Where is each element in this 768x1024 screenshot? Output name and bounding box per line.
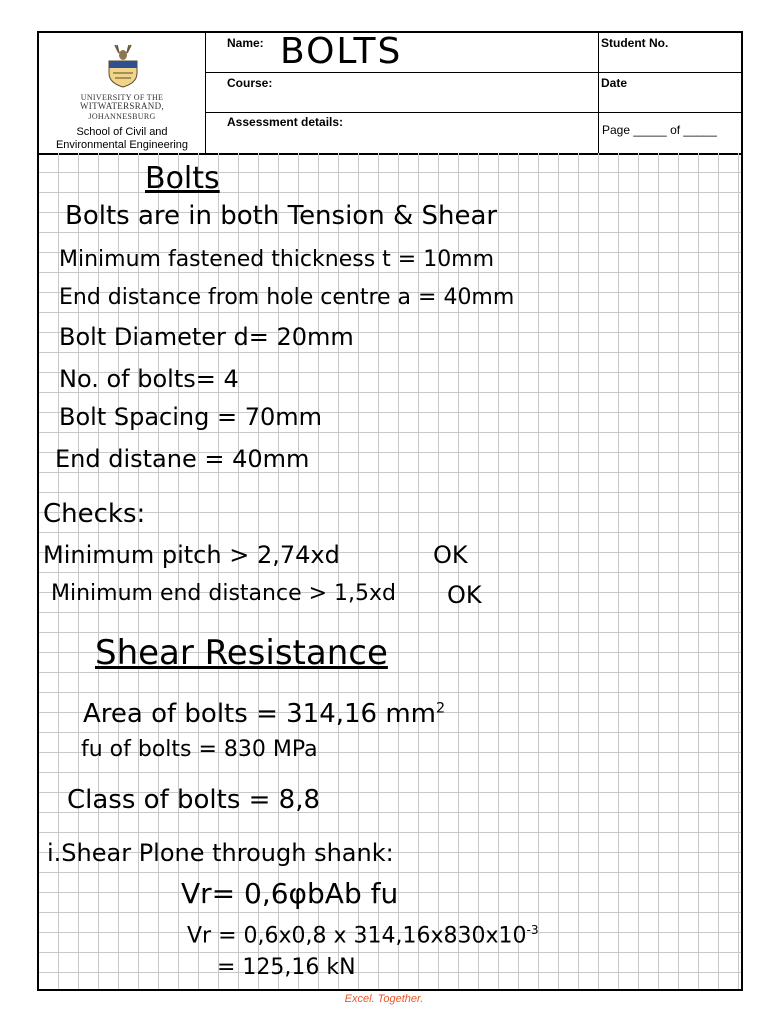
- fu-of-bolts: fu of bolts = 830 MPa: [81, 737, 318, 762]
- formula-vr-substituted: Vr = 0,6x0,8 x $314,16x830x10^{-3}$: [187, 923, 539, 949]
- logo-cell: [39, 33, 206, 153]
- check-minimum-pitch-result: OK: [433, 541, 468, 569]
- assessment-label: Assessment details:: [227, 115, 344, 129]
- name-field[interactable]: BOLTS: [280, 31, 403, 72]
- notes-line-no-bolts: No. of bolts= 4: [59, 365, 239, 393]
- notes-line-tension-shear: Bolts are in both Tension & Shear: [65, 201, 498, 231]
- university-name-line1: UNIVERSITY OF THE: [80, 93, 164, 102]
- page-of-field[interactable]: Page _____ of _____: [602, 123, 717, 137]
- class-of-bolts: Class of bolts = 8,8: [67, 785, 321, 815]
- shear-plane-through-shank: i.Shear Plone through shank:: [47, 839, 394, 867]
- notes-line-spacing: Bolt Spacing = 70mm: [59, 403, 323, 431]
- notes-line-end-distance: End distance from hole centre a = 40mm: [59, 285, 515, 310]
- formula-vr-result: = 125,16 kN: [217, 955, 356, 980]
- date-label: Date: [601, 76, 628, 90]
- worksheet: [37, 31, 743, 991]
- area-of-bolts: Area of bolts = 314,16 $mm^2$: [83, 699, 446, 729]
- check-minimum-end-distance: Minimum end distance > 1,5xd: [51, 581, 396, 606]
- check-minimum-end-distance-result: OK: [447, 581, 482, 609]
- university-crest-icon: [105, 41, 141, 89]
- notes-line-diameter: Bolt Diameter d= 20mm: [59, 323, 354, 351]
- header-table: [39, 33, 741, 155]
- school-name-line1: School of Civil and: [76, 126, 168, 138]
- university-name-line3: JOHANNESBURG: [88, 112, 156, 121]
- notes-line-thickness: Minimum fastened thickness t = 10mm: [59, 247, 495, 272]
- course-label: Course:: [227, 76, 273, 90]
- student-info-cell: [598, 33, 741, 153]
- grid-paper: [39, 153, 741, 989]
- name-label: Name:: [227, 36, 264, 50]
- university-name-line2: WITWATERSRAND,: [80, 101, 164, 111]
- school-name-line2: Environmental Engineering: [55, 139, 189, 151]
- shear-resistance-heading: Shear Resistance: [95, 633, 388, 673]
- check-minimum-pitch: Minimum pitch > 2,74xd: [43, 541, 340, 569]
- student-no-label: Student No.: [601, 36, 669, 50]
- name-course-cell: [205, 33, 599, 153]
- notes-title: Bolts: [145, 161, 220, 196]
- formula-vr-general: Vr= 0,6φbAb fu: [181, 877, 399, 910]
- checks-heading: Checks:: [43, 499, 146, 529]
- footer-slogan: Excel. Together.: [344, 993, 424, 1005]
- notes-line-end-distane: End distane = 40mm: [55, 445, 310, 473]
